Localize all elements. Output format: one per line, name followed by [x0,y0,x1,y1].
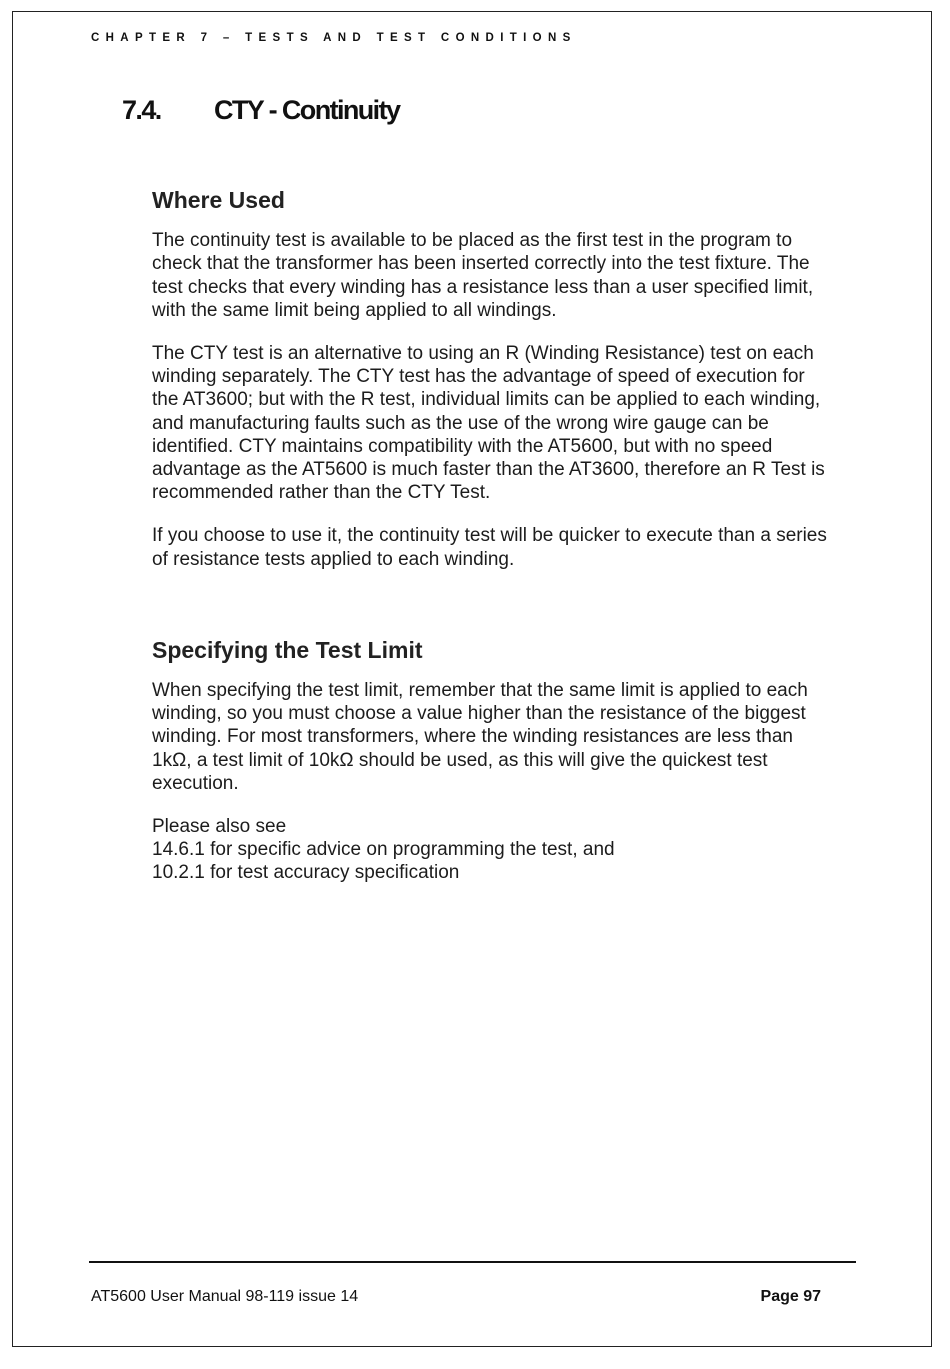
text-line: check that the transformer has been inserted correctly into the test fixture. The [152,253,810,275]
where-used-paragraph-3 [152,524,864,571]
text-line: Please also see [152,815,287,837]
page-body [152,185,864,904]
test-limit-heading: Specifying the Test Limit [152,636,423,663]
text-line: with the same limit being applied to all windings. [152,299,557,321]
cross-reference-line: 14.6.1 for specific advice on programming the test, and [152,839,615,861]
text-line: test checks that every winding has a resistance less than a user specified limit, [152,276,814,298]
text-line: recommended rather than the CTY Test. [152,482,491,504]
where-used-paragraph-2 [152,342,864,505]
text-line: If you choose to use it, the continuity test will be quicker to execute than a series [152,525,827,547]
section-heading [122,95,399,126]
text-line: identified. CTY maintains compatibility with the AT5600, but with no speed [152,435,773,457]
text-line: The CTY test is an alternative to using an R (Winding Resistance) test on each [152,342,814,364]
text-line: and manufacturing faults such as the use of the wrong wire gauge can be [152,412,769,434]
footer-rule [89,1261,856,1263]
cross-reference-line: 10.2.1 for test accuracy specification [152,862,460,884]
text-line: winding separately. The CTY test has the advantage of speed of execution for [152,365,805,387]
text-line: of resistance tests applied to each winding. [152,548,515,570]
see-also-paragraph [152,815,864,885]
text-line: winding, so you must choose a value higher than the resistance of the biggest [152,703,806,725]
text-line: 1kΩ, a test limit of 10kΩ should be used, as this will give the quickest test [152,749,768,771]
running-header: CHAPTER 7 – TESTS AND TEST CONDITIONS [91,32,577,44]
footer-manual-title: AT5600 User Manual 98-119 issue 14 [91,1288,359,1305]
section-title: CTY - Continuity [214,95,400,125]
text-line: The continuity test is available to be placed as the first test in the program to [152,230,793,251]
section-number: 7.4. [122,95,161,125]
text-line: advantage as the AT5600 is much faster than the AT3600, therefore an R Test is [152,459,825,481]
text-line: When specifying the test limit, remember that the same limit is applied to each [152,679,808,701]
text-line: the AT3600; but with the R test, individual limits can be applied to each winding, [152,389,821,411]
where-used-heading: Where Used [152,187,285,213]
text-line: winding. For most transformers, where the winding resistances are less than [152,726,793,748]
footer-page-number: Page 97 [760,1288,821,1305]
where-used-paragraph-1 [152,229,864,322]
test-limit-paragraph-1 [152,679,864,795]
text-line: execution. [152,773,239,795]
